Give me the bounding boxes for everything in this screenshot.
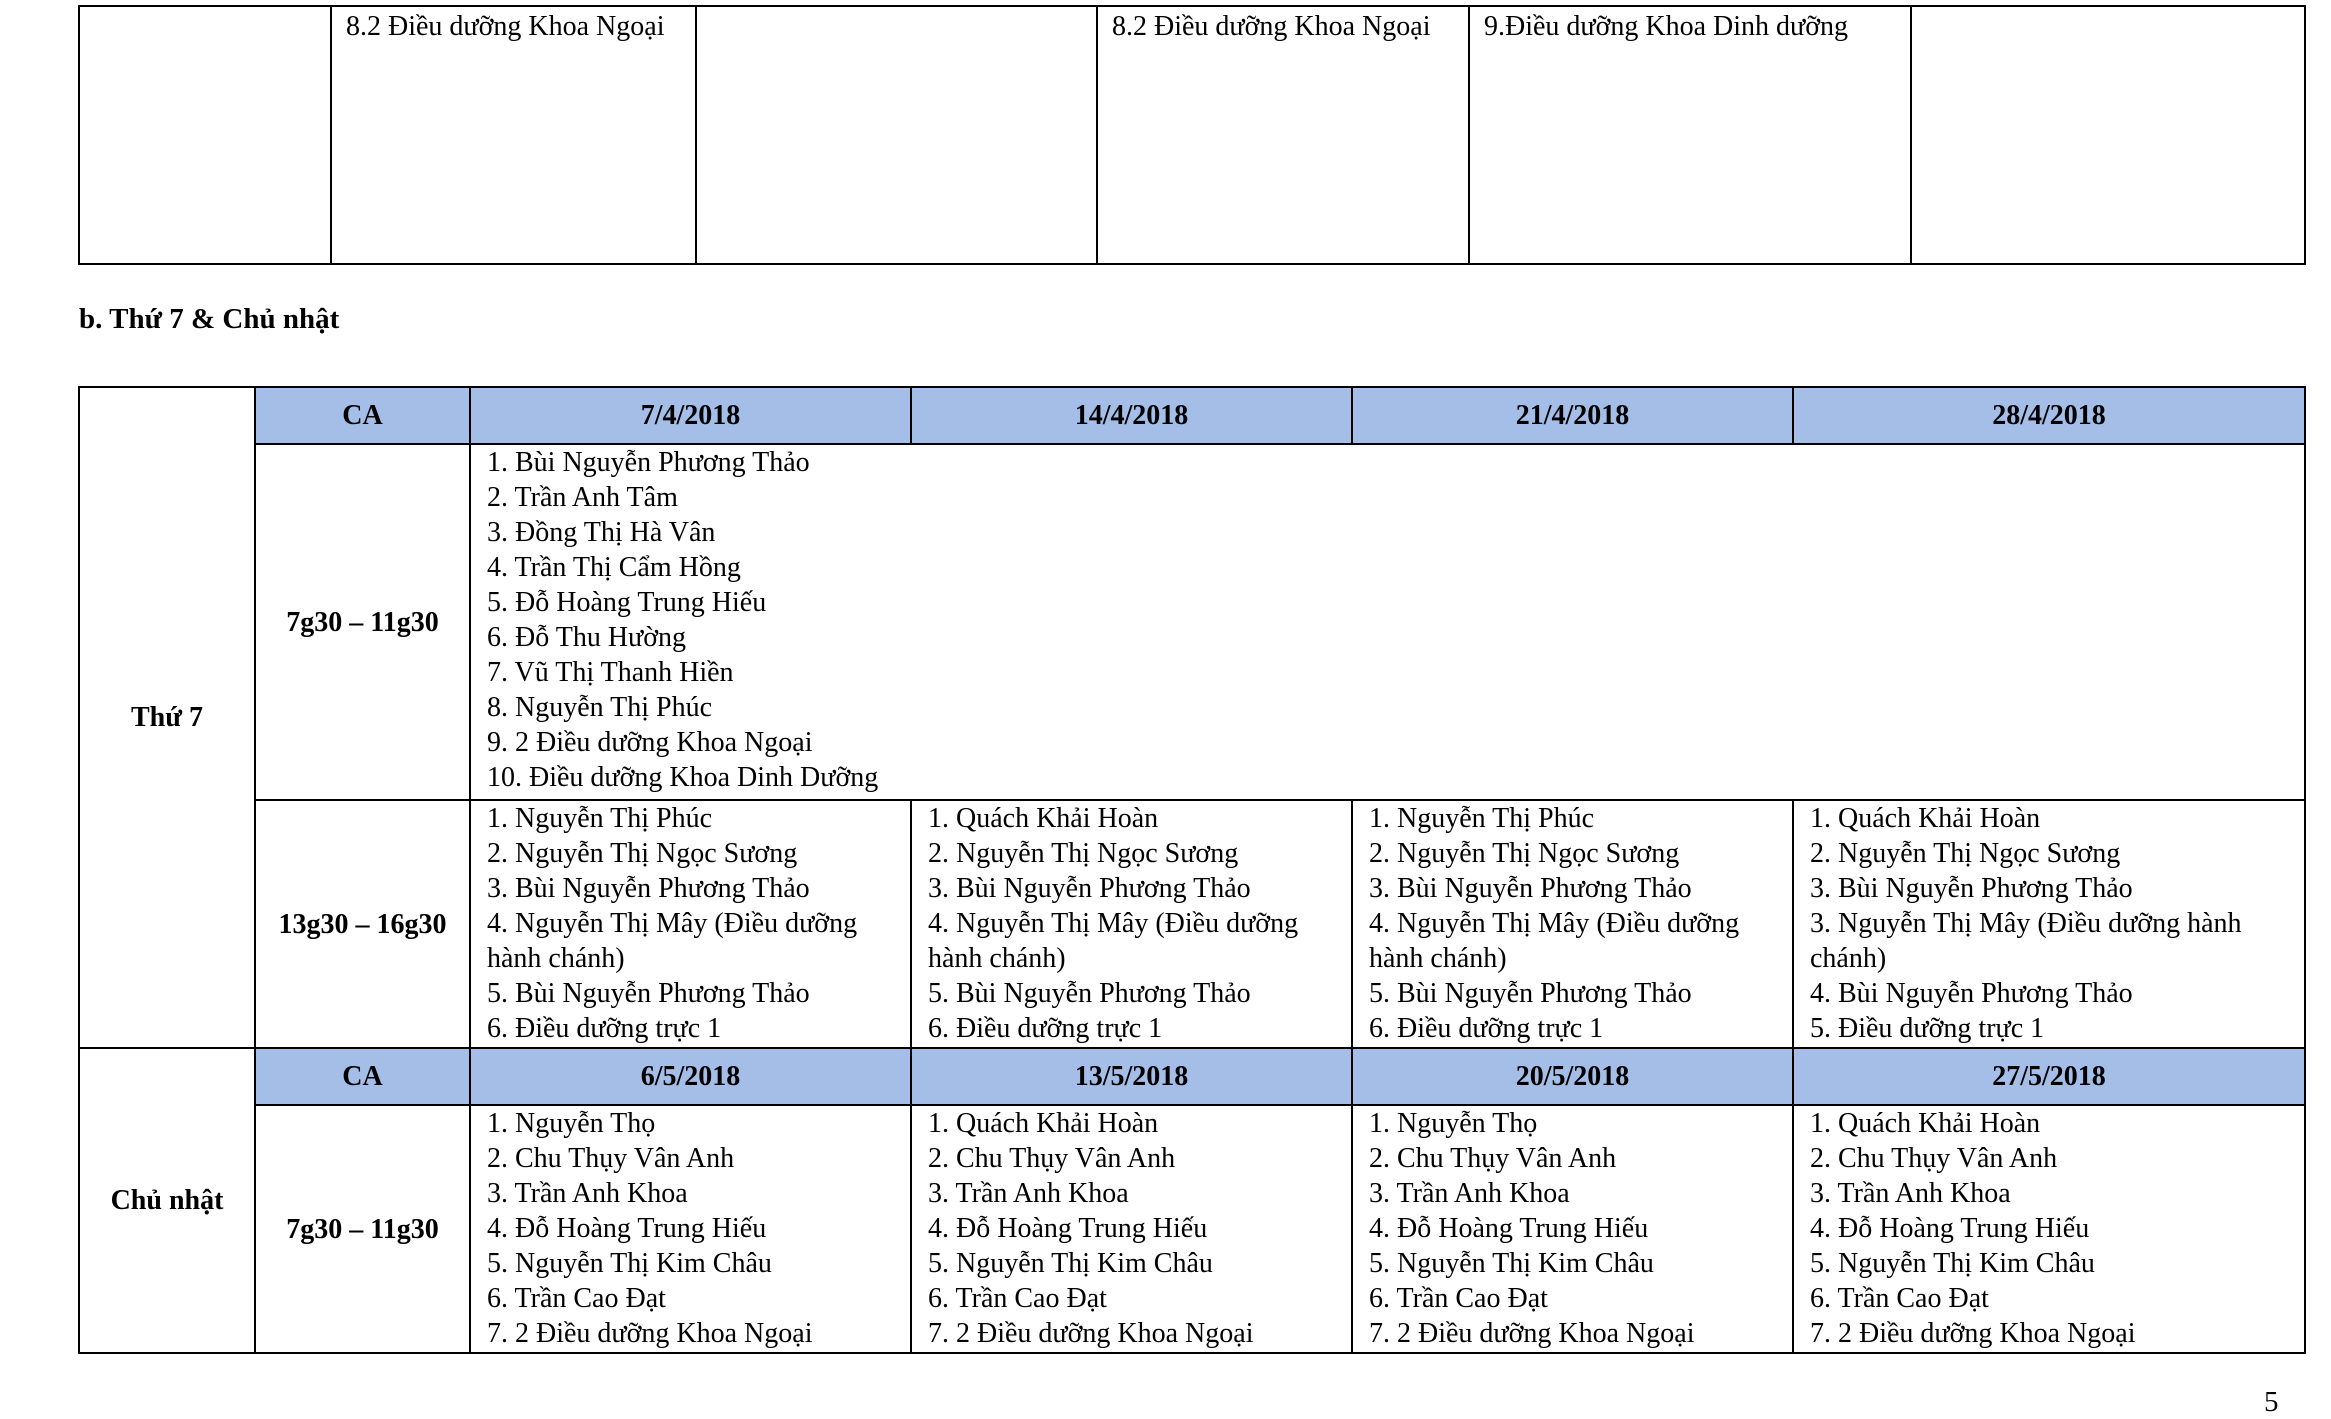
list-item: 4. Nguyễn Thị Mây (Điều dưỡng hành chánh): [928, 908, 1299, 974]
list-item: 10. Điều dưỡng Khoa Dinh Dưỡng: [487, 762, 879, 793]
list-item: 1. Quách Khải Hoàn: [1810, 1108, 2041, 1139]
list-item: 3. Nguyễn Thị Mây (Điều dưỡng hành chánh): [1810, 908, 2242, 974]
list-item: 2. Chu Thụy Vân Anh: [1369, 1143, 1617, 1174]
saturday-morning-row: [79, 444, 2305, 800]
list-item: 7. 2 Điều dưỡng Khoa Ngoại: [1810, 1318, 2136, 1349]
list-item: 3. Trần Anh Khoa: [928, 1178, 1129, 1209]
list-item: 1. Quách Khải Hoàn: [928, 1108, 1159, 1139]
list-item: 8. Nguyễn Thị Phúc: [487, 692, 713, 723]
list-item: 3. Trần Anh Khoa: [1810, 1178, 2011, 1209]
section-heading: b. Thứ 7 & Chủ nhật: [79, 303, 340, 335]
list-item: 4. Nguyễn Thị Mây (Điều dưỡng hành chánh): [1369, 908, 1740, 974]
list-item: 2. Trần Anh Tâm: [487, 482, 678, 513]
day-label-sunday: Chủ nhật: [79, 1048, 255, 1353]
list-item: 2. Chu Thụy Vân Anh: [928, 1143, 1176, 1174]
list-item: 3. Trần Anh Khoa: [1369, 1178, 1570, 1209]
names-cell: [1793, 800, 2305, 1048]
list-item: 5. Bùi Nguyễn Phương Thảo: [928, 978, 1251, 1009]
saturday-afternoon-row: [79, 800, 2305, 1048]
list-item: 2. Chu Thụy Vân Anh: [487, 1143, 735, 1174]
names-list: [1369, 1106, 1776, 1351]
list-item: 5. Nguyễn Thị Kim Châu: [1810, 1248, 2095, 1279]
list-item: 9. 2 Điều dưỡng Khoa Ngoại: [487, 727, 813, 758]
list-item: 3. Bùi Nguyễn Phương Thảo: [487, 873, 810, 904]
date-header: 20/5/2018: [1352, 1048, 1793, 1105]
list-item: 4. Đỗ Hoàng Trung Hiếu: [487, 1213, 767, 1244]
date-header: 7/4/2018: [470, 387, 911, 444]
table-cell: 8.2 Điều dưỡng Khoa Ngoại: [1097, 6, 1469, 264]
list-item: 7. Vũ Thị Thanh Hiền: [487, 657, 734, 688]
table-cell: 8.2 Điều dưỡng Khoa Ngoại: [331, 6, 696, 264]
shift-label: 7g30 – 11g30: [255, 444, 470, 800]
list-item: 1. Nguyễn Thị Phúc: [1369, 803, 1595, 834]
list-item: 4. Nguyễn Thị Mây (Điều dưỡng hành chánh): [487, 908, 858, 974]
list-item: 2. Nguyễn Thị Ngọc Sương: [928, 838, 1239, 869]
date-header: 13/5/2018: [911, 1048, 1352, 1105]
day-label-saturday: Thứ 7: [79, 387, 255, 1048]
list-item: 2. Chu Thụy Vân Anh: [1810, 1143, 2058, 1174]
names-cell: [1352, 800, 1793, 1048]
list-item: 6. Trần Cao Đạt: [928, 1283, 1107, 1314]
list-item: 2. Nguyễn Thị Ngọc Sương: [1369, 838, 1680, 869]
names-list: [487, 801, 894, 1046]
table-row: [79, 6, 2305, 264]
list-item: 5. Nguyễn Thị Kim Châu: [487, 1248, 772, 1279]
list-item: 5. Điều dưỡng trực 1: [1810, 1013, 2045, 1044]
date-header: 27/5/2018: [1793, 1048, 2305, 1105]
date-header: 6/5/2018: [470, 1048, 911, 1105]
table-cell: [696, 6, 1097, 264]
list-item: 1. Bùi Nguyễn Phương Thảo: [487, 447, 810, 478]
list-item: 4. Đỗ Hoàng Trung Hiếu: [1369, 1213, 1649, 1244]
names-list: [487, 1106, 894, 1351]
names-cell: [911, 1105, 1352, 1353]
list-item: 5. Bùi Nguyễn Phương Thảo: [1369, 978, 1692, 1009]
list-item: 4. Đỗ Hoàng Trung Hiếu: [1810, 1213, 2090, 1244]
list-item: 2. Nguyễn Thị Ngọc Sương: [487, 838, 798, 869]
sunday-morning-row: [79, 1105, 2305, 1353]
list-item: 6. Đỗ Thu Hường: [487, 622, 687, 653]
table-cell: 9.Điều dưỡng Khoa Dinh dưỡng: [1469, 6, 1911, 264]
list-item: 1. Nguyễn Thị Phúc: [487, 803, 713, 834]
list-item: 5. Bùi Nguyễn Phương Thảo: [487, 978, 810, 1009]
list-item: 7. 2 Điều dưỡng Khoa Ngoại: [487, 1318, 813, 1349]
table-cell: [79, 6, 331, 264]
names-cell: [470, 800, 911, 1048]
list-item: 3. Bùi Nguyễn Phương Thảo: [928, 873, 1251, 904]
names-list: [928, 1106, 1335, 1351]
names-list: [1810, 801, 2288, 1046]
weekend-schedule-table: [78, 386, 2306, 1354]
names-list: [487, 445, 2288, 795]
sunday-header-row: [79, 1048, 2305, 1105]
list-item: 1. Nguyễn Thọ: [1369, 1108, 1538, 1139]
list-item: 4. Trần Thị Cẩm Hồng: [487, 552, 741, 583]
ca-header: CA: [255, 1048, 470, 1105]
list-item: 3. Trần Anh Khoa: [487, 1178, 688, 1209]
list-item: 5. Đỗ Hoàng Trung Hiếu: [487, 587, 767, 618]
list-item: 6. Điều dưỡng trực 1: [1369, 1013, 1604, 1044]
list-item: 5. Nguyễn Thị Kim Châu: [1369, 1248, 1654, 1279]
names-list: [928, 801, 1335, 1046]
list-item: 6. Điều dưỡng trực 1: [928, 1013, 1163, 1044]
list-item: 6. Điều dưỡng trực 1: [487, 1013, 722, 1044]
names-list: [1369, 801, 1776, 1046]
date-header: 28/4/2018: [1793, 387, 2305, 444]
names-cell: [470, 1105, 911, 1353]
saturday-header-row: [79, 387, 2305, 444]
shift-label: 13g30 – 16g30: [255, 800, 470, 1048]
list-item: 7. 2 Điều dưỡng Khoa Ngoại: [1369, 1318, 1695, 1349]
ca-header: CA: [255, 387, 470, 444]
names-cell: [1352, 1105, 1793, 1353]
table-cell: [1911, 6, 2305, 264]
list-item: 6. Trần Cao Đạt: [1369, 1283, 1548, 1314]
list-item: 3. Bùi Nguyễn Phương Thảo: [1369, 873, 1692, 904]
page-number: 5: [2264, 1386, 2279, 1418]
date-header: 21/4/2018: [1352, 387, 1793, 444]
names-cell: [911, 800, 1352, 1048]
list-item: 4. Đỗ Hoàng Trung Hiếu: [928, 1213, 1208, 1244]
top-schedule-table: [78, 5, 2306, 265]
list-item: 3. Đồng Thị Hà Vân: [487, 517, 716, 548]
list-item: 2. Nguyễn Thị Ngọc Sương: [1810, 838, 2121, 869]
list-item: 6. Trần Cao Đạt: [1810, 1283, 1989, 1314]
list-item: 1. Quách Khải Hoàn: [1810, 803, 2041, 834]
list-item: 3. Bùi Nguyễn Phương Thảo: [1810, 873, 2133, 904]
list-item: 4. Bùi Nguyễn Phương Thảo: [1810, 978, 2133, 1009]
list-item: 6. Trần Cao Đạt: [487, 1283, 666, 1314]
list-item: 7. 2 Điều dưỡng Khoa Ngoại: [928, 1318, 1254, 1349]
names-cell: [1793, 1105, 2305, 1353]
names-cell: [470, 444, 2305, 800]
names-list: [1810, 1106, 2288, 1351]
date-header: 14/4/2018: [911, 387, 1352, 444]
list-item: 1. Quách Khải Hoàn: [928, 803, 1159, 834]
list-item: 5. Nguyễn Thị Kim Châu: [928, 1248, 1213, 1279]
shift-label: 7g30 – 11g30: [255, 1105, 470, 1353]
list-item: 1. Nguyễn Thọ: [487, 1108, 656, 1139]
